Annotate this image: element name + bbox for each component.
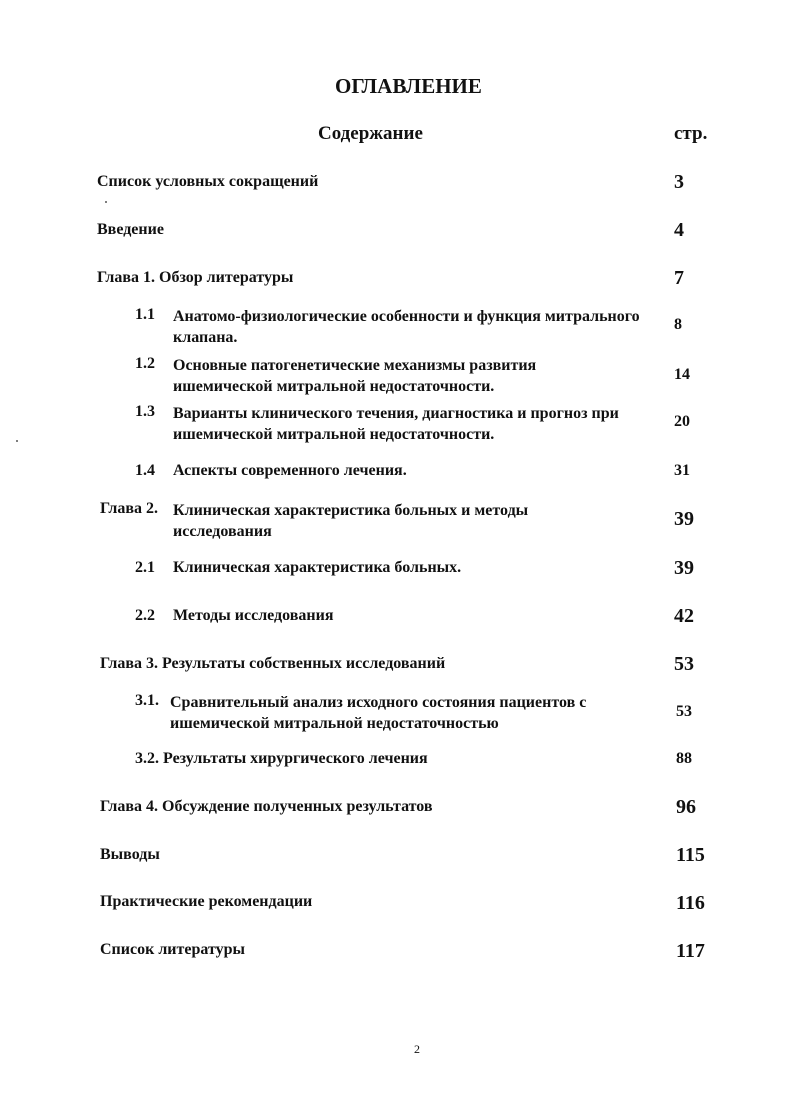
toc-entry-label: Анатомо-физиологические особенности и функция митрального клапана.	[173, 308, 640, 346]
scan-speck	[105, 201, 107, 203]
toc-entry-label: Основные патогенетические механизмы развития ишемической митральной недостаточности.	[173, 357, 537, 395]
contents-header: Содержание	[318, 123, 423, 144]
toc-entry-page: 42	[674, 605, 694, 627]
toc-entry-page: 116	[676, 892, 705, 914]
toc-entry-number: 1.4	[135, 462, 155, 479]
scan-speck	[16, 440, 18, 442]
toc-entry-number: 1.1	[135, 306, 155, 323]
toc-entry-number: 2.2	[135, 607, 155, 624]
toc-entry-label: Варианты клинического течения, диагностика и прогноз при ишемической митральной недостаточности.	[173, 405, 619, 443]
toc-entry-number: 1.2	[135, 355, 155, 372]
toc-entry-label: Практические рекомендации	[100, 893, 313, 910]
toc-entry-page: 3	[674, 171, 684, 193]
toc-entry-label: Глава 3. Результаты собственных исследований	[100, 655, 446, 672]
toc-entry-label: Методы исследования	[173, 607, 334, 624]
toc-entry-label: Глава 4. Обсуждение полученных результатов	[100, 798, 433, 815]
page-column-header: стр.	[674, 123, 708, 144]
toc-entry-number: 3.1.	[135, 692, 159, 709]
toc-entry-label: Аспекты современного лечения.	[173, 462, 407, 479]
toc-entry-label: 3.2. Результаты хирургического лечения	[135, 750, 428, 767]
toc-entry-page: 14	[674, 366, 690, 383]
toc-entry-page: 31	[674, 462, 690, 479]
toc-entry-page: 4	[674, 219, 684, 241]
toc-entry-label: Список условных сокращений	[97, 173, 319, 190]
toc-title: ОГЛАВЛЕНИЕ	[335, 74, 482, 98]
toc-entry-label: Глава 1. Обзор литературы	[97, 269, 294, 286]
toc-entry-page: 39	[674, 557, 694, 579]
toc-entry-label: Выводы	[100, 846, 160, 863]
toc-entry-label: Клиническая характеристика больных.	[173, 559, 462, 576]
toc-entry-label: Клиническая характеристика больных и методы исследования	[173, 502, 529, 540]
toc-entry-page: 20	[674, 413, 690, 430]
toc-entry-page: 7	[674, 267, 684, 289]
toc-entry-label: Сравнительный анализ исходного состояния пациентов с ишемической митральной недостаточностью	[170, 694, 587, 732]
toc-entry-page: 117	[676, 940, 705, 962]
page-number: 2	[414, 1042, 420, 1056]
toc-entry-page: 88	[676, 750, 692, 767]
toc-entry-page: 96	[676, 796, 696, 818]
toc-entry-number: 2.1	[135, 559, 155, 576]
toc-entry-number: 1.3	[135, 403, 155, 420]
toc-entry-page: 53	[676, 703, 692, 720]
toc-entry-label: Введение	[97, 221, 164, 238]
toc-entry-number: Глава 2.	[100, 500, 158, 517]
toc-entry-page: 115	[676, 844, 705, 866]
toc-entry-page: 8	[674, 316, 682, 333]
toc-entry-page: 39	[674, 508, 694, 530]
toc-entry-page: 53	[674, 653, 694, 675]
toc-entry-label: Список литературы	[100, 941, 245, 958]
